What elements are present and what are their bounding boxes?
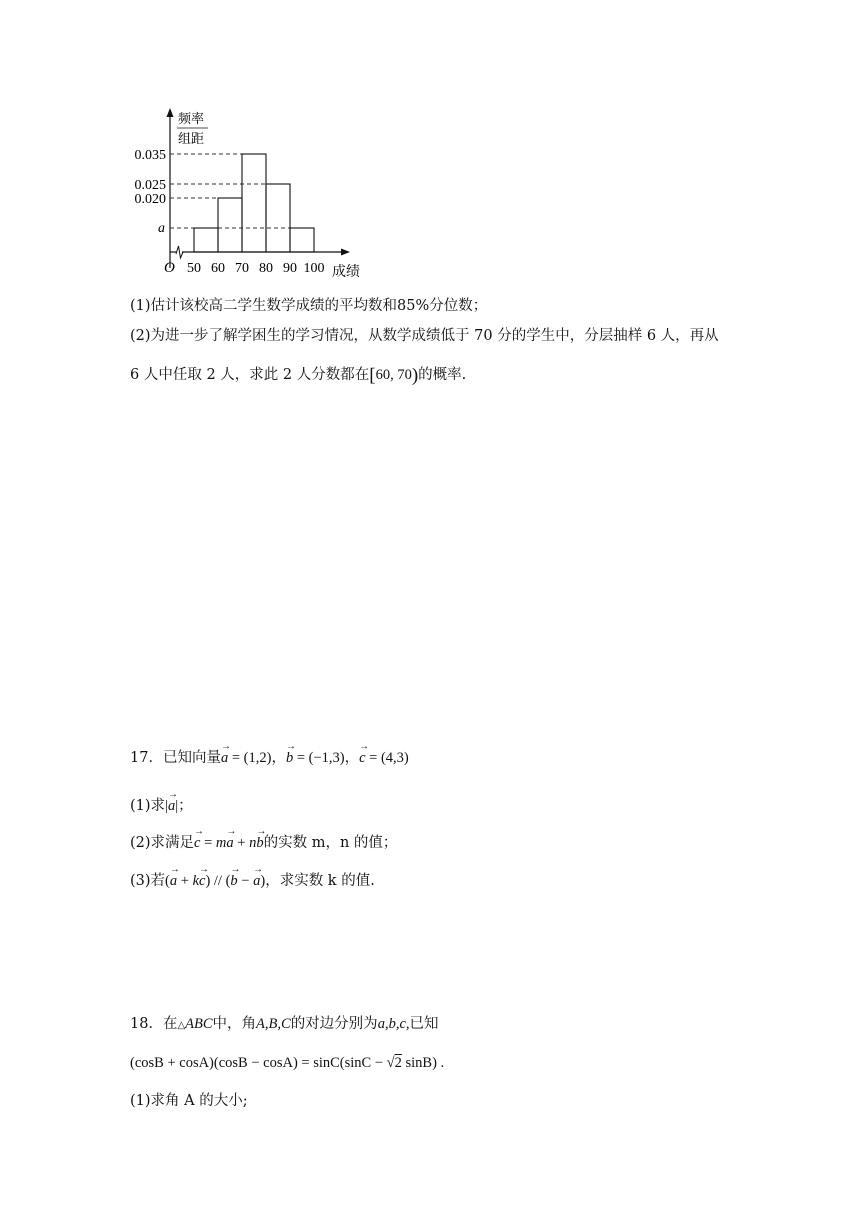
vector-a-value: (1,2) — [243, 750, 272, 766]
y-tick-label-a: a — [158, 221, 165, 236]
interval-values: 60, 70 — [375, 367, 412, 383]
x-tick-label: 70 — [235, 261, 249, 276]
equation-right: sinB) . — [405, 1055, 445, 1071]
bar-70-80 — [242, 154, 266, 252]
origin-label: O — [164, 260, 175, 276]
x-tick-label: 60 — [211, 261, 225, 276]
side-names: a,b,c, — [377, 1016, 410, 1032]
q16-part1: (1)估计该校高二学生数学成绩的平均数和85%分位数； — [130, 298, 488, 314]
q18-equation — [130, 1053, 444, 1073]
x-tick-label: 80 — [259, 261, 273, 276]
q16-part2-line2: 6 人中任取 2 人，求此 2 人分数都在[60, 70)的概率. — [130, 365, 467, 386]
y-axis-arrow — [167, 108, 174, 117]
y-tick-label: 0.020 — [134, 192, 166, 207]
equation-left: (cosB + cosA)(cosB − cosA) = sinC(sinC − — [130, 1055, 384, 1071]
axis-break-mark — [176, 246, 183, 258]
q18-part1: (1)求角 A 的大小; — [130, 1093, 248, 1109]
x-tick-label: 100 — [303, 261, 325, 276]
bar-60-70 — [218, 198, 242, 252]
triangle-name: ABC — [185, 1016, 213, 1032]
q16-part2-line1: (2)为进一步了解学困生的学习情况，从数学成绩低于 70 分的学生中，分层抽样 6 人，再从 — [130, 328, 719, 344]
x-axis-label: 成绩 — [332, 265, 360, 280]
vector-b: → b — [286, 748, 293, 768]
vector-a: → a — [168, 796, 175, 816]
vector-c: → c — [194, 833, 200, 853]
ylabel-top: 频率 — [178, 111, 205, 126]
frequency-histogram — [120, 100, 410, 285]
bar-90-100 — [290, 228, 314, 252]
x-tick-label: 90 — [283, 261, 297, 276]
interval-open: [ — [369, 365, 376, 386]
sqrt-2: √2 — [383, 1055, 402, 1071]
q17-part1: (1)求|→ a|； — [130, 796, 193, 816]
bar-80-90 — [266, 184, 290, 252]
interval-close: ) — [411, 365, 419, 386]
vector-c-value: (4,3) — [380, 750, 409, 766]
q17-part2: (2)求满足→ c = m→ a + n→ b的实数 m，n 的值； — [130, 833, 397, 853]
y-tick-label: 0.025 — [134, 178, 166, 193]
vector-b-value: (−1,3) — [308, 750, 345, 766]
x-axis-arrow — [341, 249, 350, 256]
q18-intro: 18．在△ABC中，角A,B,C的对边分别为a,b,c,已知 — [130, 1016, 439, 1032]
vector-c: → c — [359, 748, 365, 768]
y-tick-label: 0.035 — [134, 148, 166, 163]
q17-intro: 17．已知向量→ a = (1,2)，→ b = (−1,3)，→ c = (4,3) — [130, 748, 409, 768]
q17-part3: (3)若(→ a + k→ c) // (→ b − → a)，求实数 k 的值. — [130, 871, 375, 891]
ylabel-bottom: 组距 — [178, 131, 205, 146]
bar-50-60 — [194, 228, 218, 252]
angle-names: A,B,C — [256, 1016, 291, 1032]
vector-a: → a — [221, 748, 228, 768]
x-tick-label: 50 — [187, 261, 201, 276]
